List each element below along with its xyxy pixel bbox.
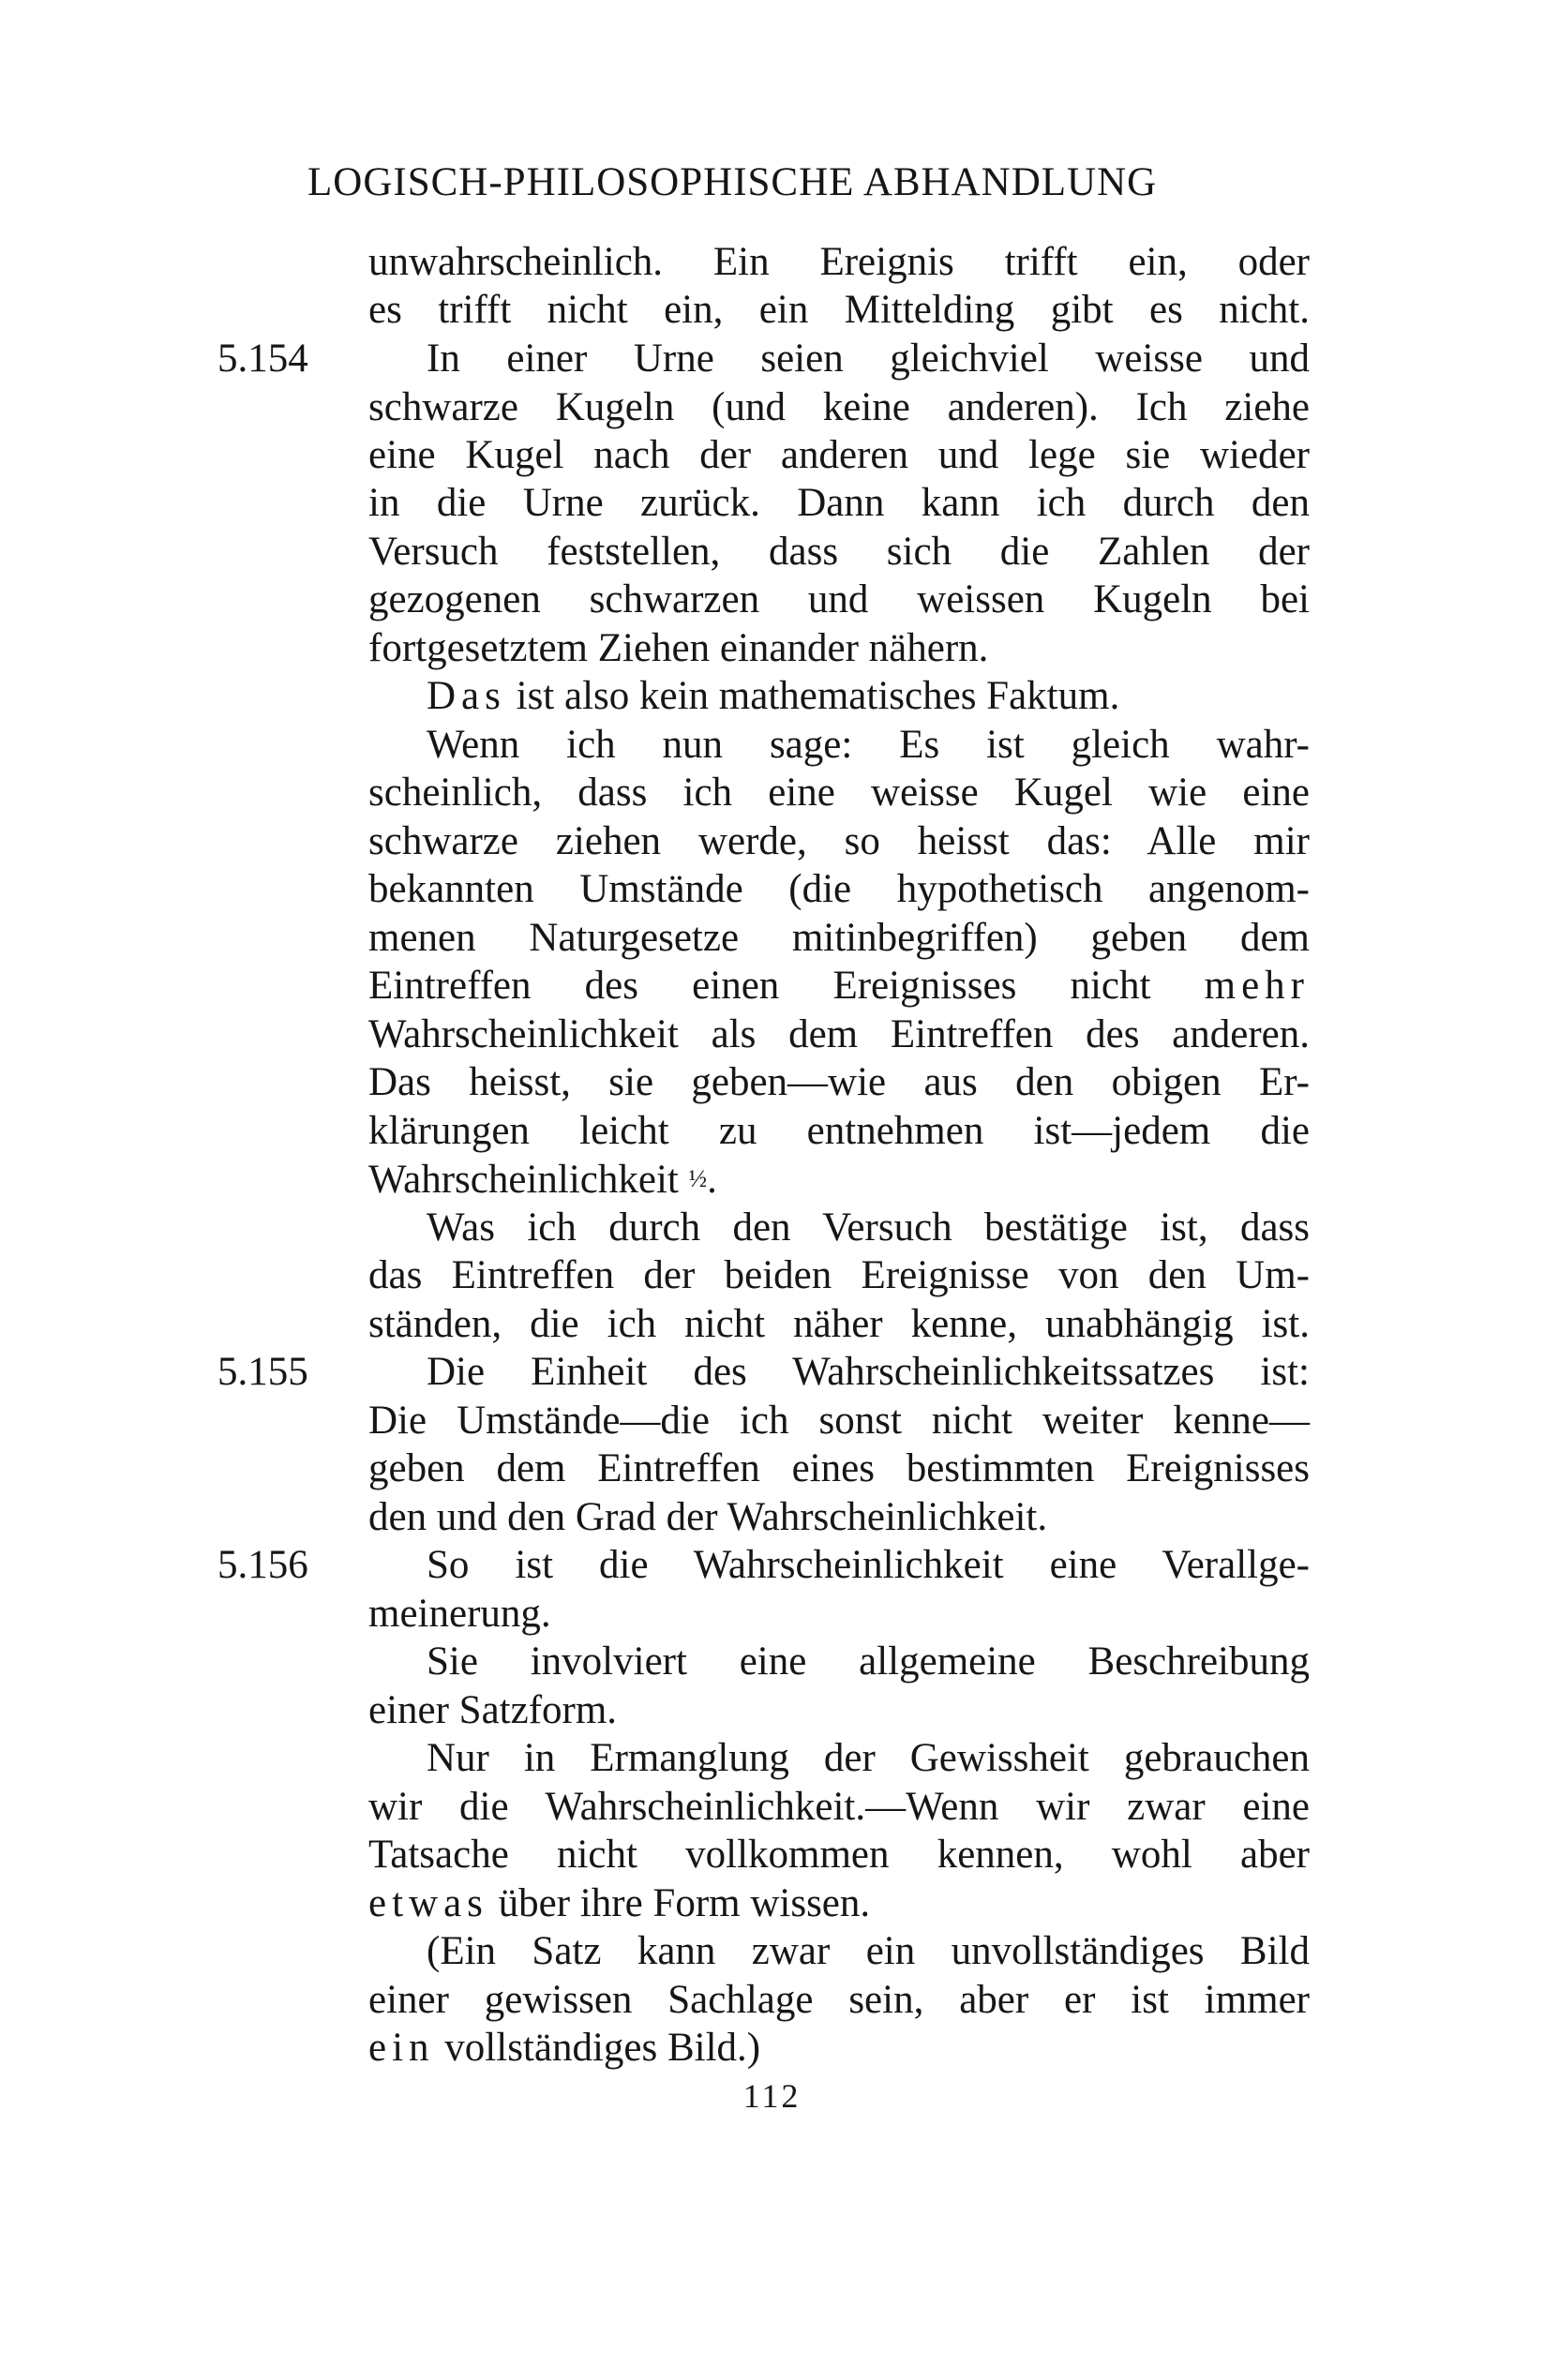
text-line: schwarze Kugeln (und keine anderen). Ich ziehe [368,385,1310,429]
text-line: fortgesetztem Ziehen einander nähern. [368,626,989,670]
text-line: Versuch feststellen, dass sich die Zahlen der [368,530,1310,574]
text-line: Tatsache nicht vollkommen kennen, wohl aber [368,1833,1310,1877]
text-span: vollständiges Bild.) [434,2026,761,2070]
text-line: Die Umstände—die ich sonst nicht weiter kenne— [368,1399,1310,1443]
text-line: Sie involviert eine allgemeine Beschreibung [427,1639,1310,1684]
text-line: Was ich durch den Versuch bestätige ist, dass [427,1205,1310,1250]
text-span: ist also kein mathematisches Faktum. [505,674,1120,718]
text-line [368,962,1310,1010]
text-line: klärungen leicht zu entnehmen ist—jedem die [368,1109,1310,1153]
text-line: geben dem Eintreffen eines bestimmten Ereignisses [368,1446,1310,1490]
fraction-one-half: ½ [688,1165,708,1192]
text-line: schwarze ziehen werde, so heisst das: Alle mir [368,819,1310,863]
text-span: Wahrscheinlichkeit [368,1158,679,1202]
text-line [427,672,1310,721]
text-line: einer Satzform. [368,1688,618,1732]
text-line: (Ein Satz kann zwar ein unvollständiges Bild [427,1929,1310,1973]
proposition-number-5-154: 5.154 [217,337,308,381]
text-line: eine Kugel nach der anderen und lege sie wieder [368,433,1310,477]
text-line: scheinlich, dass ich eine weisse Kugel wie eine [368,771,1310,815]
text-span: über ihre Form wissen. [487,1881,871,1925]
emphasis-mehr: mehr [1204,964,1310,1008]
text-line [368,2024,1310,2073]
emphasis-ein: ein [368,2026,435,2070]
page-number: 112 [742,2077,802,2115]
text-line: gezogenen schwarzen und weissen Kugeln bei [368,577,1310,621]
text-line: unwahrscheinlich. Ein Ereignis trifft ein, oder [368,240,1310,284]
text-line: einer gewissen Sachlage sein, aber er ist immer [368,1978,1310,2022]
text-line: bekannten Umstände (die hypothetisch angenom- [368,867,1310,911]
text-span: . [707,1158,717,1202]
emphasis-etwas: etwas [368,1881,488,1925]
running-title: LOGISCH-PHILOSOPHISCHE ABHANDLUNG [307,160,1158,204]
text-line: menen Naturgesetze mitinbegriffen) geben dem [368,916,1310,960]
text-line: Die Einheit des Wahrscheinlichkeitssatzes ist: [427,1350,1310,1394]
text-line: Wahrscheinlichkeit als dem Eintreffen des anderen. [368,1012,1310,1056]
text-line: So ist die Wahrscheinlichkeit eine Verallge- [427,1543,1310,1587]
text-line: das Eintreffen der beiden Ereignisse von den Um- [368,1253,1310,1297]
text-line: meinerung. [368,1592,551,1636]
text-line: Das heisst, sie geben—wie aus den obigen Er- [368,1060,1310,1104]
text-line: wir die Wahrscheinlichkeit.—Wenn wir zwar eine [368,1785,1310,1829]
text-line [368,1155,1310,1204]
proposition-number-5-155: 5.155 [217,1350,308,1394]
text-line: ständen, die ich nicht näher kenne, unabhängig ist. [368,1302,1310,1346]
text-line: es trifft nicht ein, ein Mittelding gibt es nicht. [368,288,1310,332]
emphasis-das: Das [427,674,506,718]
proposition-number-5-156: 5.156 [217,1543,308,1587]
text-line: in die Urne zurück. Dann kann ich durch den [368,481,1310,525]
text-line: In einer Urne seien gleichviel weisse und [427,337,1310,381]
text-span: Eintreffen des einen Ereignisses nicht [368,964,1151,1008]
text-line: Wenn ich nun sage: Es ist gleich wahr- [427,723,1310,767]
text-line [368,1879,1310,1928]
text-line: den und den Grad der Wahrscheinlichkeit. [368,1495,1048,1539]
text-line: Nur in Ermanglung der Gewissheit gebrauchen [427,1736,1310,1780]
